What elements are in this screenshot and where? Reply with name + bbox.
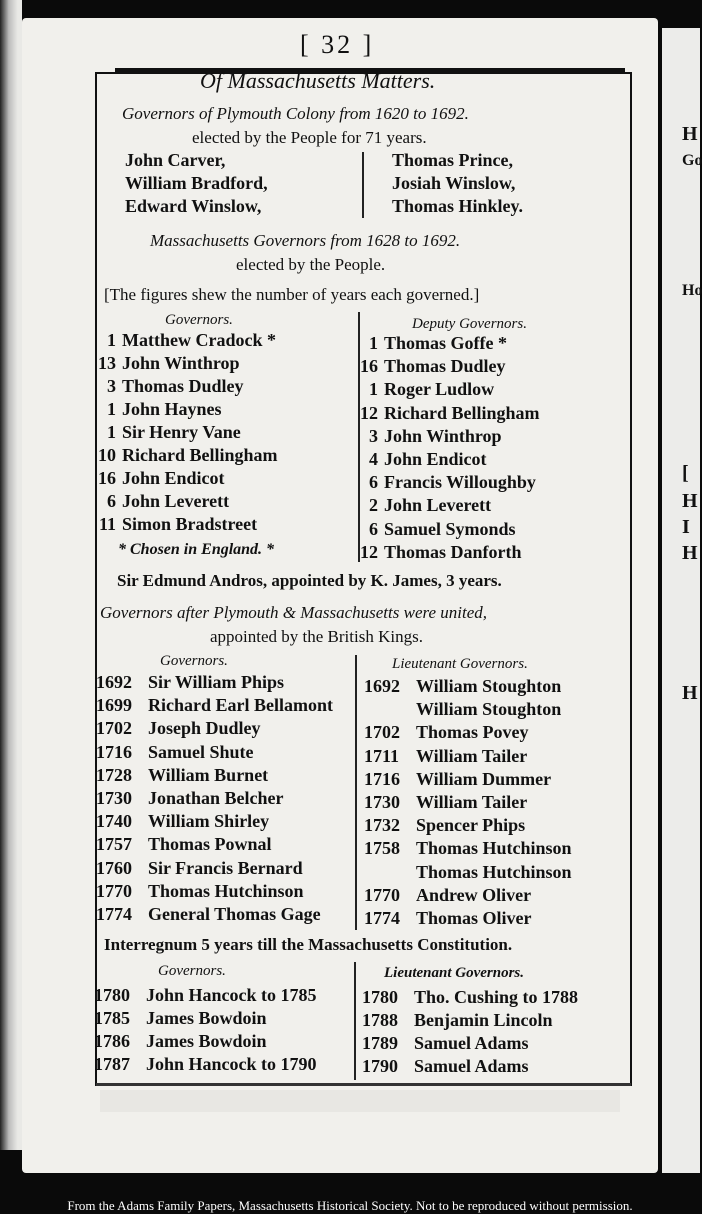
mass-note: [The figures shew the number of years each governed.] — [104, 285, 480, 304]
list-item — [96, 765, 268, 786]
list-item — [94, 1008, 267, 1029]
list-item — [364, 676, 561, 697]
facing-fragment: H — [682, 542, 698, 564]
person-name: Thomas Dudley — [384, 356, 506, 377]
person-name: William Stoughton — [416, 699, 562, 720]
person-name: Jonathan Belcher — [148, 788, 284, 808]
years-count: 2 — [369, 495, 378, 516]
list-item — [96, 904, 321, 925]
person-name: Sir William Phips — [148, 672, 285, 692]
list-item — [98, 422, 241, 443]
section-heading: Of Massachusetts Matters. — [200, 68, 436, 93]
list-item: Edward Winslow, — [125, 196, 262, 216]
person-name: Richard Earl Bellamont — [148, 695, 333, 716]
person-name: John Haynes — [122, 399, 222, 419]
person-name: Thomas Dudley — [122, 376, 244, 396]
list-item — [96, 811, 269, 832]
facing-fragment: H — [682, 123, 698, 145]
years-count: 1 — [369, 333, 378, 353]
year: 1730 — [96, 788, 132, 808]
mass-title: Massachusetts Governors from 1628 to 1692. — [150, 231, 461, 250]
person-name: John Endicot — [122, 468, 225, 488]
year: 1780 — [94, 985, 130, 1005]
list-item — [360, 426, 502, 447]
list-item — [364, 908, 532, 929]
list-item — [98, 376, 244, 397]
column-divider — [354, 962, 356, 1080]
person-name: Andrew Oliver — [416, 884, 532, 905]
years-count: 16 — [360, 356, 378, 377]
person-name: James Bowdoin — [146, 1008, 267, 1028]
list-item: William Bradford, — [125, 173, 268, 193]
person-name: Spencer Phips — [416, 815, 526, 836]
person-name: Thomas Danforth — [384, 541, 522, 562]
years-count: 3 — [369, 425, 378, 446]
person-name: Thomas Hutchinson — [416, 838, 572, 859]
person-name: William Stoughton — [416, 676, 562, 696]
year: 1728 — [96, 764, 132, 785]
year: 1711 — [364, 745, 400, 766]
list-item — [98, 330, 276, 351]
years-count: 6 — [369, 472, 378, 493]
plymouth-title: Governors of Plymouth Colony from 1620 to 1692. — [122, 104, 469, 123]
facing-fragment: I — [682, 516, 690, 538]
person-name: John Winthrop — [122, 353, 240, 373]
person-name: Richard Bellingham — [384, 402, 540, 423]
page-number: [ 32 ] — [300, 30, 375, 59]
list-item — [96, 672, 284, 693]
person-name: Francis Willoughby — [384, 472, 536, 493]
list-item — [360, 472, 536, 493]
years-count: 11 — [98, 514, 116, 534]
year: 1770 — [96, 880, 132, 901]
list-item — [96, 742, 254, 763]
facing-fragment: [ — [682, 462, 689, 484]
years-count: 10 — [98, 445, 116, 465]
year: 1758 — [364, 838, 400, 859]
year: 1702 — [364, 722, 400, 743]
list-item — [96, 881, 304, 902]
list-item — [362, 1033, 529, 1054]
facing-fragment: Go — [682, 152, 702, 169]
list-item — [362, 1056, 529, 1077]
chosen-note: * Chosen in England. * — [118, 541, 275, 558]
const-left-header: Governors. — [158, 963, 226, 979]
person-name: William Burnet — [148, 764, 269, 785]
list-item: Josiah Winslow, — [392, 173, 516, 193]
list-item: Thomas Prince, — [392, 150, 513, 170]
list-item — [94, 1031, 267, 1052]
year: 1786 — [94, 1031, 130, 1051]
column-divider — [355, 655, 357, 930]
person-name: James Bowdoin — [146, 1031, 267, 1051]
list-item — [98, 514, 257, 535]
interregnum-line: Interregnum 5 years till the Massachusetts Constitution. — [104, 935, 513, 954]
year: 1788 — [362, 1010, 398, 1030]
person-name: Thomas Hutchinson — [148, 880, 304, 901]
list-item — [364, 862, 572, 883]
person-name: Thomas Pownal — [148, 834, 272, 855]
person-name: John Winthrop — [384, 425, 502, 446]
list-item — [98, 399, 222, 420]
year: 1692 — [96, 672, 132, 692]
person-name: General Thomas Gage — [148, 904, 321, 924]
person-name: Samuel Adams — [414, 1033, 529, 1053]
list-item — [96, 695, 333, 716]
years-count: 1 — [107, 422, 116, 442]
facing-fragment: H — [682, 490, 698, 512]
years-count: 3 — [107, 376, 116, 396]
list-item — [96, 858, 303, 879]
person-name: Thomas Povey — [416, 722, 529, 743]
list-item — [364, 699, 561, 720]
mass-right-header: Deputy Governors. — [412, 316, 527, 332]
list-item — [96, 718, 261, 739]
united-left-header: Governors. — [160, 653, 228, 669]
person-name: John Hancock to 1790 — [146, 1054, 317, 1074]
person-name: William Shirley — [148, 811, 270, 832]
facing-fragment: H — [682, 682, 698, 704]
person-name: Richard Bellingham — [122, 445, 278, 465]
mass-left-header: Governors. — [165, 312, 233, 328]
person-name: Samuel Symonds — [384, 518, 516, 539]
year: 1774 — [96, 904, 132, 924]
years-count: 1 — [369, 379, 378, 400]
list-item — [360, 495, 491, 516]
years-count: 16 — [98, 468, 116, 488]
year: 1760 — [96, 857, 132, 878]
year: 1757 — [96, 834, 132, 855]
person-name: John Leverett — [384, 495, 492, 516]
person-name: Thomas Hutchinson — [416, 861, 572, 882]
const-right-header: Lieutenant Governors. — [384, 965, 525, 981]
plymouth-subtitle: elected by the People for 71 years. — [192, 128, 427, 147]
mass-subtitle: elected by the People. — [236, 255, 386, 274]
person-name: Sir Henry Vane — [122, 422, 241, 442]
list-item — [98, 468, 225, 489]
person-name: John Endicot — [384, 449, 487, 469]
list-item: Thomas Hinkley. — [392, 196, 524, 216]
years-count: 12 — [360, 402, 378, 423]
year: 1780 — [362, 987, 398, 1007]
year: 1787 — [94, 1054, 130, 1074]
list-item — [364, 722, 529, 743]
list-item — [94, 1054, 317, 1075]
person-name: Tho. Cushing to 1788 — [414, 987, 579, 1007]
year: 1692 — [364, 676, 400, 696]
list-item — [364, 769, 551, 790]
andros-line: Sir Edmund Andros, appointed by K. James, 3 years. — [117, 571, 502, 590]
person-name: Matthew Cradock * — [122, 330, 276, 350]
year: 1732 — [364, 815, 400, 836]
list-item — [364, 815, 525, 836]
list-item — [364, 746, 527, 767]
person-name: Samuel Adams — [414, 1056, 529, 1076]
list-item — [364, 885, 531, 906]
person-name: John Hancock to 1785 — [146, 985, 317, 1005]
list-item: John Carver, — [125, 150, 226, 170]
year: 1770 — [364, 884, 400, 905]
list-item — [364, 838, 572, 859]
united-subtitle: appointed by the British Kings. — [210, 627, 423, 646]
person-name: Sir Francis Bernard — [148, 857, 303, 878]
list-item — [98, 491, 229, 512]
person-name: John Leverett — [122, 491, 230, 511]
facing-fragment: Ho — [682, 282, 702, 299]
years-count: 6 — [107, 491, 116, 511]
person-name: Roger Ludlow — [384, 379, 495, 400]
year: 1789 — [362, 1033, 398, 1053]
facing-page — [662, 28, 700, 1173]
person-name: Thomas Oliver — [416, 908, 532, 928]
year: 1702 — [96, 718, 132, 739]
list-item — [360, 403, 540, 424]
list-item — [364, 792, 527, 813]
list-item — [360, 379, 494, 400]
bottom-rule — [96, 1083, 631, 1086]
years-count: 6 — [369, 518, 378, 539]
list-item — [360, 449, 487, 470]
years-count: 13 — [98, 353, 116, 373]
bleed-through — [100, 1090, 620, 1112]
list-item — [94, 985, 317, 1006]
book-gutter — [0, 0, 22, 1150]
years-count: 1 — [107, 399, 116, 419]
list-item — [96, 788, 284, 809]
person-name: Samuel Shute — [148, 741, 254, 762]
list-item — [360, 356, 506, 377]
person-name: Thomas Goffe * — [384, 333, 507, 353]
list-item — [98, 445, 278, 466]
list-item — [362, 987, 578, 1008]
person-name: Simon Bradstreet — [122, 514, 258, 534]
list-item — [360, 519, 516, 540]
list-item — [98, 353, 240, 374]
year: 1790 — [362, 1056, 398, 1076]
list-item — [360, 333, 507, 354]
united-right-header: Lieutenant Governors. — [392, 656, 528, 672]
list-item — [360, 542, 522, 563]
year: 1774 — [364, 908, 400, 928]
years-count: 4 — [369, 449, 378, 469]
years-count: 12 — [360, 541, 378, 562]
person-name: Joseph Dudley — [148, 718, 261, 739]
person-name: Benjamin Lincoln — [414, 1010, 553, 1030]
list-item — [362, 1010, 553, 1031]
year: 1716 — [364, 768, 400, 789]
list-item — [96, 834, 272, 855]
person-name: William Tailer — [416, 792, 528, 812]
year: 1699 — [96, 695, 132, 716]
person-name: William Dummer — [416, 768, 552, 789]
year: 1730 — [364, 792, 400, 812]
column-divider — [362, 152, 364, 218]
year: 1716 — [96, 741, 132, 762]
person-name: William Tailer — [416, 745, 528, 766]
year: 1785 — [94, 1008, 130, 1028]
united-title: Governors after Plymouth & Massachusetts were united, — [100, 603, 488, 622]
years-count: 1 — [107, 330, 116, 350]
permission-footer: From the Adams Family Papers, Massachusetts Historical Society. Not to be reproduced without permission. — [67, 1198, 633, 1213]
year: 1740 — [96, 811, 132, 832]
